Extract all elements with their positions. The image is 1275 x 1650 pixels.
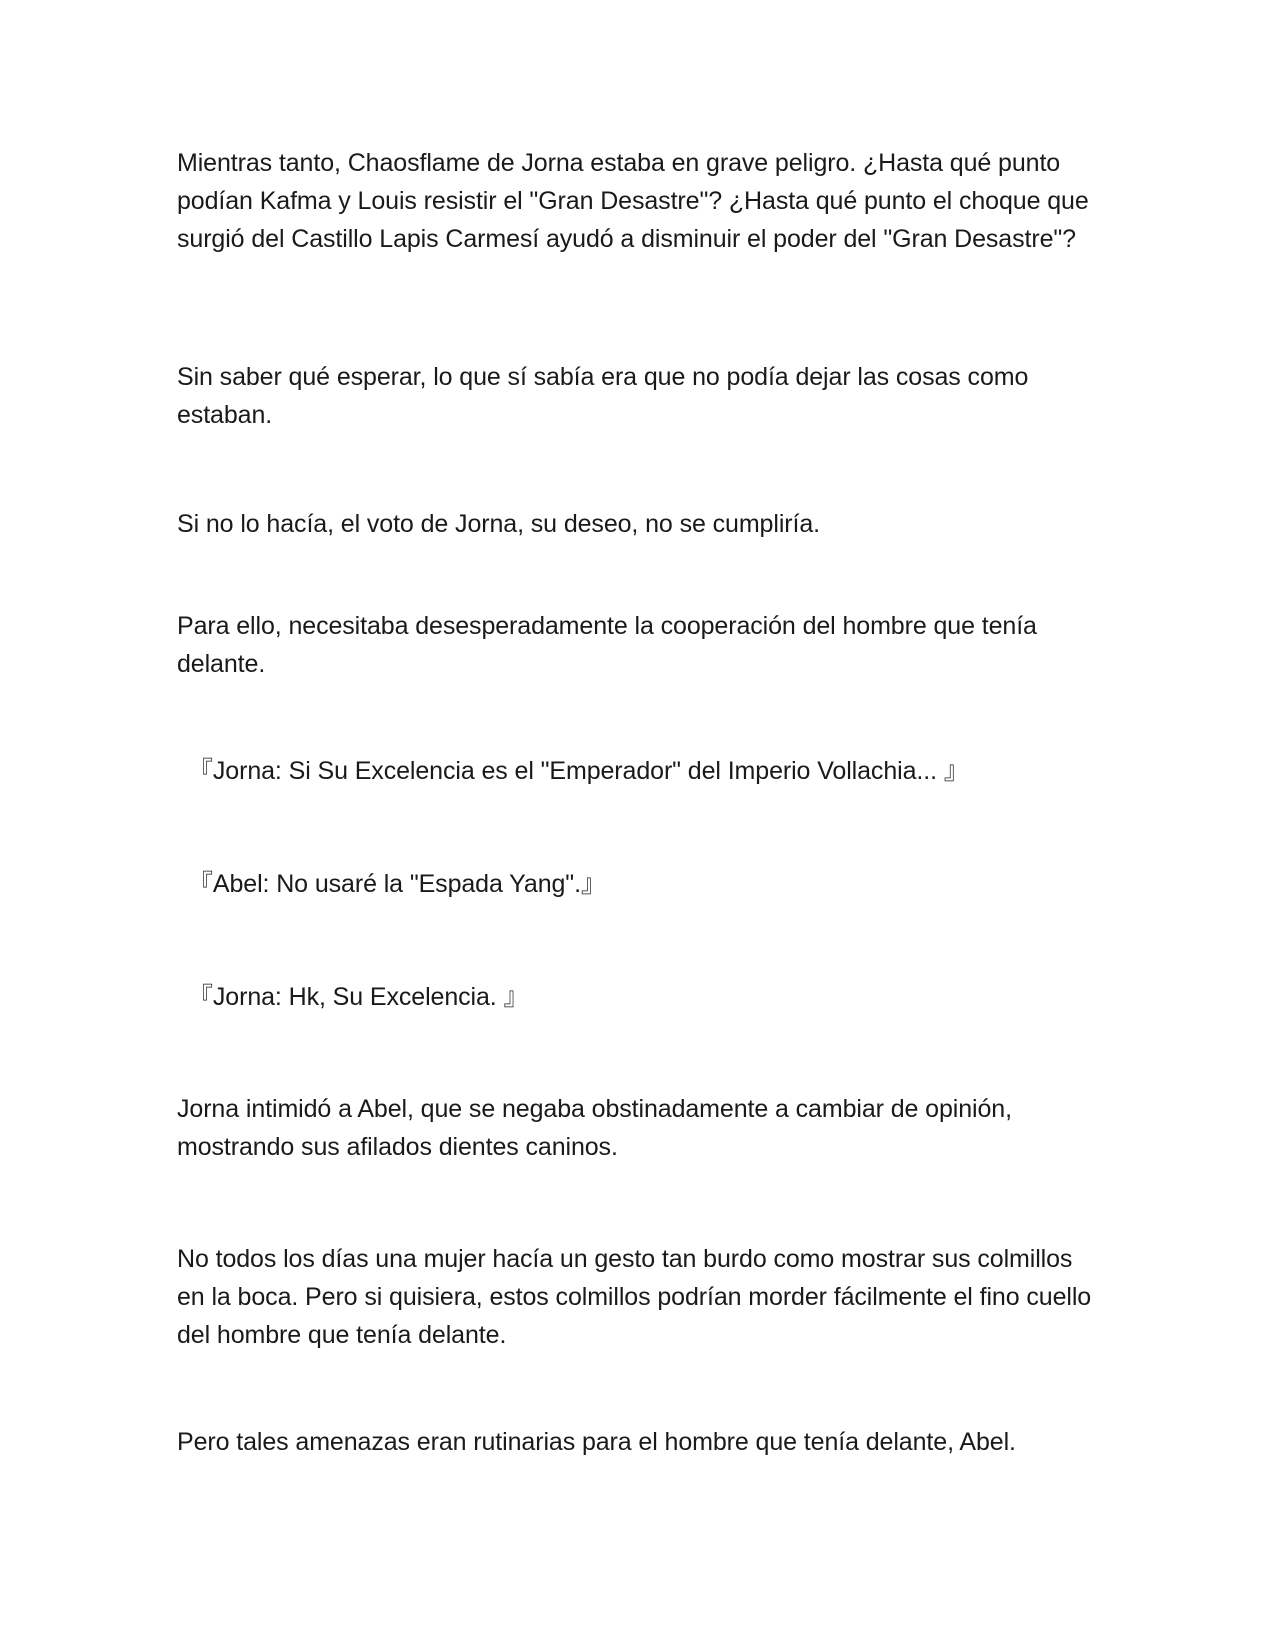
dialogue-jorna-1: 『Jorna: Si Su Excelencia es el "Emperador" del Imperio Vollachia... 』 (188, 757, 969, 785)
paragraph-1: Mientras tanto, Chaosflame de Jorna estaba en grave peligro. ¿Hasta qué punto podían Kafma y Louis resistir el "Gran Desastre"? ¿Hasta qué punto el choque que surgió del Castillo Lapis Carmesí ayudó a disminuir el poder del "Gran Desastre"? (177, 149, 1089, 253)
paragraph-3: Si no lo hacía, el voto de Jorna, su deseo, no se cumpliría. (177, 510, 820, 538)
paragraph-7: Pero tales amenazas eran rutinarias para el hombre que tenía delante, Abel. (177, 1428, 1016, 1456)
dialogue-abel: 『Abel: No usaré la "Espada Yang".』 (188, 870, 606, 898)
paragraph-2: Sin saber qué esperar, lo que sí sabía era que no podía dejar las cosas como estaban. (177, 363, 1029, 429)
dialogue-jorna-2: 『Jorna: Hk, Su Excelencia. 』 (188, 983, 529, 1011)
paragraph-5: Jorna intimidó a Abel, que se negaba obstinadamente a cambiar de opinión, mostrando sus afilados dientes caninos. (177, 1095, 1012, 1161)
paragraph-6: No todos los días una mujer hacía un gesto tan burdo como mostrar sus colmillos en la boca. Pero si quisiera, estos colmillos podrían morder fácilmente el fino cuello del hombre que tenía delante. (177, 1245, 1092, 1349)
paragraph-4: Para ello, necesitaba desesperadamente la cooperación del hombre que tenía delante. (177, 612, 1037, 678)
